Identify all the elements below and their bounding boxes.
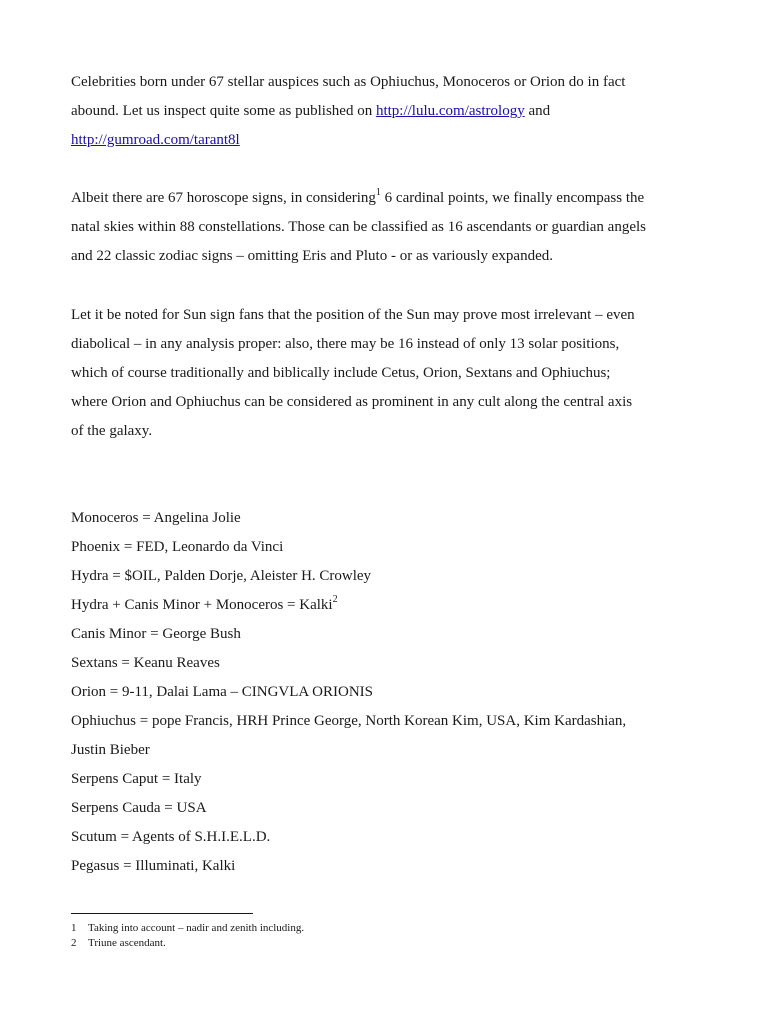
list-item-canis-minor: Canis Minor = George Bush bbox=[71, 626, 241, 642]
list-item-serpens-cauda: Serpens Cauda = USA bbox=[71, 800, 207, 816]
para2-line-1 bbox=[71, 188, 644, 208]
para3-line-2: diabolical – in any analysis proper: also, there may be 16 instead of only 13 solar positions, bbox=[71, 336, 620, 352]
footnote-ref-1: 1 bbox=[375, 187, 381, 198]
list-item-ophiuchus-line-2: Justin Bieber bbox=[71, 742, 150, 758]
footnote-2-number: 2 bbox=[71, 937, 77, 949]
para2-line-2: natal skies within 88 constellations. Those can be classified as 16 ascendants or guardian angels bbox=[71, 219, 646, 235]
para2-line-3: and 22 classic zodiac signs – omitting Eris and Pluto - or as variously expanded. bbox=[71, 248, 553, 264]
list-item-orion: Orion = 9-11, Dalai Lama – CINGVLA ORIONIS bbox=[71, 684, 374, 700]
para3-line-4: where Orion and Ophiuchus can be considered as prominent in any cult along the central axis bbox=[71, 394, 633, 410]
list-item-scutum: Scutum = Agents of S.H.I.E.L.D. bbox=[71, 829, 271, 845]
footnote-2-text: Triune ascendant. bbox=[88, 937, 166, 949]
intro-line-2-after: and bbox=[524, 103, 551, 119]
intro-line-3 bbox=[71, 130, 240, 150]
list-item-ophiuchus-line-1: Ophiuchus = pope Francis, HRH Prince George, North Korean Kim, USA, Kim Kardashian, bbox=[71, 713, 627, 729]
intro-line-1: Celebrities born under 67 stellar auspices such as Ophiuchus, Monoceros or Orion do in fact bbox=[71, 74, 626, 90]
list-item-phoenix: Phoenix = FED, Leonardo da Vinci bbox=[71, 539, 284, 555]
list-item-pegasus: Pegasus = Illuminati, Kalki bbox=[71, 858, 236, 874]
list-item-hydra: Hydra = $OIL, Palden Dorje, Aleister H. Crowley bbox=[71, 568, 372, 584]
footnote-1 bbox=[71, 921, 304, 935]
para3-line-3: which of course traditionally and biblically include Cetus, Orion, Sextans and Ophiuchus; bbox=[71, 365, 611, 381]
list-item-hydra-combo bbox=[71, 595, 338, 615]
footnote-ref-2: 2 bbox=[332, 594, 338, 605]
list-item-monoceros: Monoceros = Angelina Jolie bbox=[71, 510, 241, 526]
para3-line-1: Let it be noted for Sun sign fans that the position of the Sun may prove most irrelevant – even bbox=[71, 307, 635, 323]
list-item-serpens-caput: Serpens Caput = Italy bbox=[71, 771, 202, 787]
list-item-sextans: Sextans = Keanu Reaves bbox=[71, 655, 220, 671]
lulu-astrology-link[interactable]: http://lulu.com/astrology bbox=[375, 103, 525, 119]
list-item-hydra-combo-text: Hydra + Canis Minor + Monoceros = Kalki bbox=[71, 597, 333, 613]
footnote-1-text: Taking into account – nadir and zenith including. bbox=[88, 922, 305, 934]
footnote-1-number: 1 bbox=[71, 922, 77, 934]
gumroad-link[interactable]: http://gumroad.com/tarant8l bbox=[71, 132, 240, 148]
footnote-separator bbox=[71, 913, 253, 914]
para3-line-5: of the galaxy. bbox=[71, 423, 153, 439]
footnote-2 bbox=[71, 936, 166, 950]
para2-line-1-after: 6 cardinal points, we finally encompass the bbox=[380, 190, 645, 206]
intro-line-2-text: abound. Let us inspect quite some as published on bbox=[71, 103, 376, 119]
para2-line-1-before: Albeit there are 67 horoscope signs, in considering bbox=[71, 190, 376, 206]
intro-line-2 bbox=[71, 101, 550, 121]
